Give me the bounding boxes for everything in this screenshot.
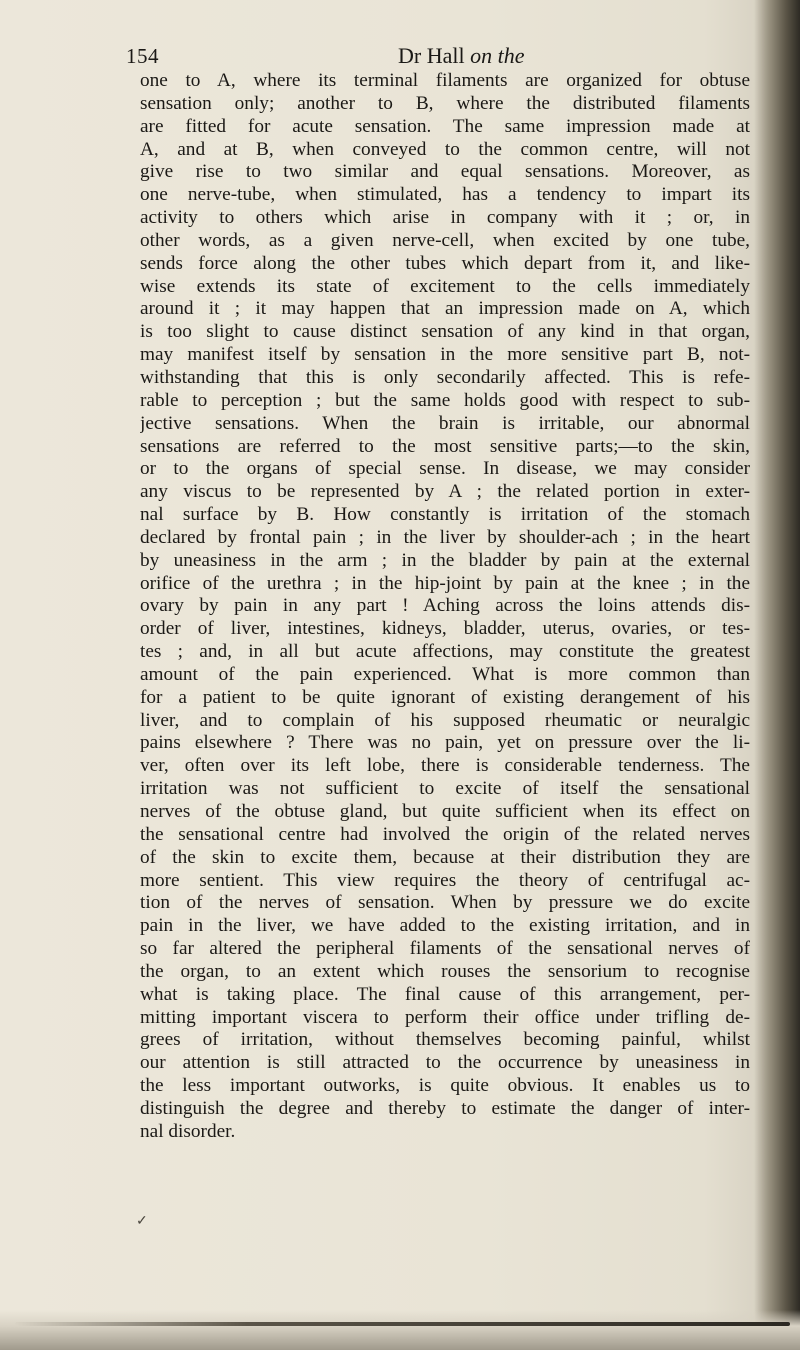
text-line: so far altered the peripheral filaments of the sensational nerves of — [140, 938, 750, 960]
text-line: the organ, to an extent which rouses the sensorium to recognise — [140, 960, 750, 982]
text-line: liver, and to complain of his supposed rheumatic or neuralgic — [140, 709, 750, 731]
text-line: wise extends its state of excitement to the cells immediately — [140, 275, 750, 297]
text-line: are fitted for acute sensation. The same impression made at — [140, 115, 750, 137]
margin-tick-mark: ✓ — [136, 1214, 148, 1229]
text-line: grees of irritation, without themselves becoming painful, whilst — [140, 1029, 750, 1051]
text-line: jective sensations. When the brain is irritable, our abnormal — [140, 412, 750, 434]
running-head-italic: on the — [470, 43, 525, 68]
text-line: amount of the pain experienced. What is more common than — [140, 663, 750, 685]
text-line: ver, often over its left lobe, there is considerable tenderness. The — [140, 755, 750, 777]
text-line: more sentient. This view requires the theory of centrifugal ac- — [140, 869, 750, 891]
text-line: nal disorder. — [140, 1120, 236, 1142]
page-number: 154 — [126, 44, 159, 68]
page-bottom-edge — [0, 1310, 800, 1350]
text-line: sensation only; another to B, where the distributed filaments — [140, 92, 750, 114]
text-line: tion of the nerves of sensation. When by pressure we do excite — [140, 892, 750, 914]
text-line: the less important outworks, is quite obvious. It enables us to — [140, 1075, 750, 1097]
text-line: of the skin to excite them, because at their distribution they are — [140, 846, 750, 868]
text-line: for a patient to be quite ignorant of existing derangement of his — [140, 686, 750, 708]
page-gutter-shadow — [754, 0, 800, 1350]
text-line: tes ; and, in all but acute affections, may constitute the greatest — [140, 641, 750, 663]
text-line: withstanding that this is only secondarily affected. This is refe- — [140, 366, 750, 388]
text-line: nal surface by B. How constantly is irritation of the stomach — [140, 504, 750, 526]
text-line: or to the organs of special sense. In disease, we may consider — [140, 458, 750, 480]
page-edge-rule — [15, 1322, 790, 1326]
text-line: our attention is still attracted to the occurrence by uneasiness in — [140, 1052, 750, 1074]
text-line: rable to perception ; but the same holds good with respect to sub- — [140, 389, 750, 411]
text-line: by uneasiness in the arm ; in the bladder by pain at the external — [140, 549, 750, 571]
text-line: distinguish the degree and thereby to estimate the danger of inter- — [140, 1097, 750, 1119]
text-line: other words, as a given nerve-cell, when excited by one tube, — [140, 229, 750, 251]
text-line: one nerve-tube, when stimulated, has a tendency to impart its — [140, 184, 750, 206]
running-head-author: Dr Hall — [398, 43, 465, 68]
text-line: what is taking place. The final cause of this arrangement, per- — [140, 983, 750, 1005]
text-line: the sensational centre had involved the origin of the related nerves — [140, 823, 750, 845]
text-line: pains elsewhere ? There was no pain, yet on pressure over the li- — [140, 732, 750, 754]
text-line: sends force along the other tubes which depart from it, and like- — [140, 252, 750, 274]
text-line: order of liver, intestines, kidneys, bladder, uterus, ovaries, or tes- — [140, 618, 750, 640]
text-line: one to A, where its terminal filaments are organized for obtuse — [140, 70, 750, 91]
text-line: declared by frontal pain ; in the liver by shoulder-ach ; in the heart — [140, 526, 750, 548]
text-line: A, and at B, when conveyed to the common centre, will not — [140, 138, 750, 160]
text-line: ovary by pain in any part ! Aching across the loins attends dis- — [140, 595, 750, 617]
text-line: is too slight to cause distinct sensation of any kind in that organ, — [140, 321, 750, 343]
text-line: pain in the liver, we have added to the existing irritation, and in — [140, 915, 750, 937]
text-line: sensations are referred to the most sensitive parts;—to the skin, — [140, 435, 750, 457]
text-line: irritation was not sufficient to excite of itself the sensational — [140, 778, 750, 800]
body-text — [140, 70, 750, 1144]
text-line: nerves of the obtuse gland, but quite sufficient when its effect on — [140, 801, 750, 822]
text-line: any viscus to be represented by A ; the related portion in exter- — [140, 481, 750, 503]
text-line: activity to others which arise in company with it ; or, in — [140, 207, 750, 229]
text-line: give rise to two similar and equal sensations. Moreover, as — [140, 161, 750, 183]
text-line: orifice of the urethra ; in the hip-joint by pain at the knee ; in the — [140, 572, 750, 594]
running-head — [398, 43, 524, 69]
text-line: around it ; it may happen that an impression made on A, which — [140, 298, 750, 320]
text-line: mitting important viscera to perform their office under trifling de- — [140, 1006, 750, 1028]
text-line: may manifest itself by sensation in the more sensitive part B, not- — [140, 344, 750, 366]
